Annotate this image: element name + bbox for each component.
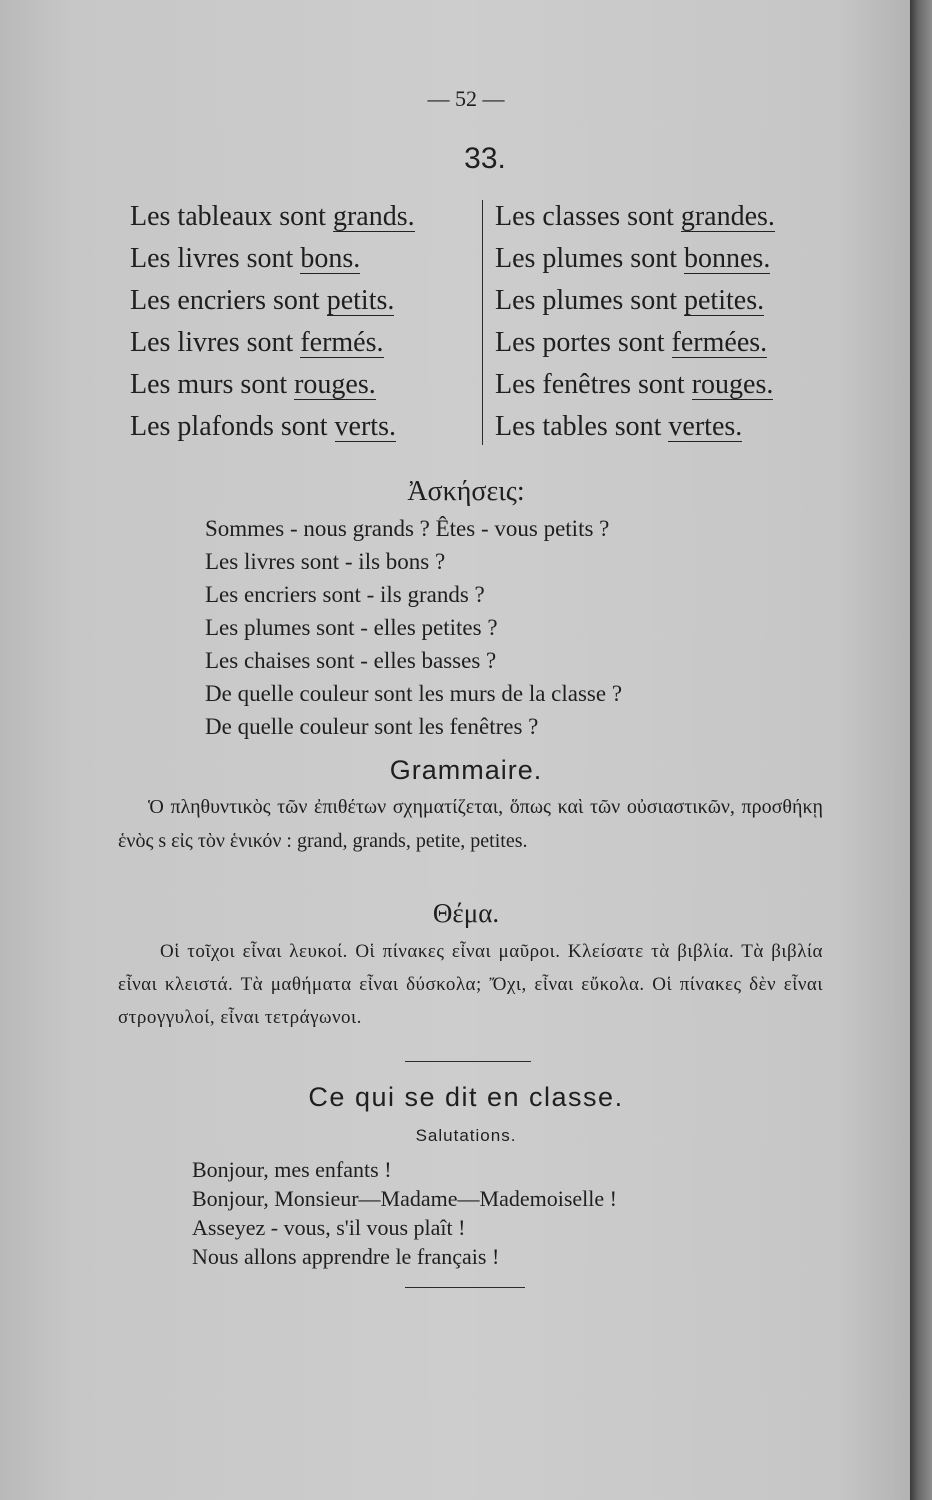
page-binding-edge bbox=[910, 0, 932, 1500]
underlined-adjective: vertes. bbox=[668, 411, 743, 442]
sentence-text: Les livres sont bbox=[130, 327, 301, 358]
exercise-question: Les livres sont - ils bons ? bbox=[205, 549, 446, 574]
salutation-line: Bonjour, Monsieur—Madame—Mademoiselle ! bbox=[192, 1186, 617, 1211]
sentence-text: Les fenêtres sont bbox=[495, 369, 692, 400]
sentence-text: Les plafonds sont bbox=[130, 411, 335, 442]
sentence-line bbox=[495, 238, 840, 280]
left-column bbox=[130, 196, 475, 448]
sentence-line bbox=[495, 406, 840, 448]
classroom-heading: Ce qui se dit en classe. bbox=[308, 1082, 624, 1112]
exercise-question: De quelle couleur sont les murs de la classe ? bbox=[205, 681, 623, 706]
sentence-text: Les encriers sont bbox=[130, 285, 327, 316]
salutation-line: Asseyez - vous, s'il vous plaît ! bbox=[192, 1215, 466, 1240]
exercises-heading: Ἀσκήσεις: bbox=[407, 476, 525, 507]
underlined-adjective: petites. bbox=[684, 285, 765, 316]
salutation-line: Nous allons apprendre le français ! bbox=[192, 1244, 500, 1269]
sentence-line bbox=[130, 406, 475, 448]
section-divider bbox=[405, 1061, 531, 1062]
sentence-line bbox=[130, 238, 475, 280]
underlined-adjective: fermés. bbox=[300, 327, 384, 358]
grammar-heading: Grammaire. bbox=[389, 755, 543, 785]
underlined-adjective: bonnes. bbox=[684, 243, 771, 274]
right-column bbox=[495, 196, 840, 448]
underlined-adjective: petits. bbox=[326, 285, 395, 316]
lesson-number: 33. bbox=[464, 142, 506, 175]
underlined-adjective: verts. bbox=[334, 411, 396, 442]
underlined-adjective: bons. bbox=[300, 243, 361, 274]
section-divider bbox=[405, 1287, 525, 1288]
underlined-adjective: grandes. bbox=[680, 201, 775, 232]
salutations-subheading: Salutations. bbox=[415, 1126, 517, 1145]
sentence-text: Les tableaux sont bbox=[130, 201, 333, 232]
thema-paragraph: Οἱ τοῖχοι εἶναι λευκοί. Οἱ πίνακες εἶναι μαῦροι. Κλείσατε τὰ βιβλία. Τὰ βιβλία εἶναι κλειστά. Τὰ μαθήματα εἶναι δύσκολα; Ὄχι, εἶναι εὔκολα. Οἱ πίνακες δὲν εἶναι στρογγυλοί, εἶναι τετράγωνοι. bbox=[118, 941, 823, 1028]
column-divider bbox=[482, 200, 483, 445]
salutation-line: Bonjour, mes enfants ! bbox=[192, 1157, 392, 1182]
thema-heading: Θέμα. bbox=[432, 898, 500, 928]
exercise-question: Les encriers sont - ils grands ? bbox=[205, 582, 485, 607]
sentence-line bbox=[495, 196, 840, 238]
exercise-question: Les plumes sont - elles petites ? bbox=[205, 615, 498, 640]
underlined-adjective: fermées. bbox=[671, 327, 768, 358]
exercise-question: Sommes - nous grands ? Êtes - vous petits ? bbox=[205, 516, 610, 541]
sentence-line bbox=[495, 322, 840, 364]
exercise-question: De quelle couleur sont les fenêtres ? bbox=[205, 714, 539, 739]
exercise-question: Les chaises sont - elles basses ? bbox=[205, 648, 497, 673]
sentence-line bbox=[130, 322, 475, 364]
sentence-text: Les livres sont bbox=[130, 243, 301, 274]
page-number: — 52 — bbox=[427, 86, 505, 111]
sentence-text: Les murs sont bbox=[130, 369, 295, 400]
sentence-text: Les plumes sont bbox=[495, 285, 684, 316]
sentence-line bbox=[130, 196, 475, 238]
sentence-line bbox=[130, 364, 475, 406]
sentence-line bbox=[130, 280, 475, 322]
salutation-list bbox=[192, 1155, 792, 1271]
sentence-line bbox=[495, 364, 840, 406]
exercise-list bbox=[205, 512, 805, 743]
underlined-adjective: grands. bbox=[332, 201, 415, 232]
sentence-text: Les portes sont bbox=[495, 327, 672, 358]
sentence-line bbox=[495, 280, 840, 322]
underlined-adjective: rouges. bbox=[294, 369, 376, 400]
sentence-text: Les tables sont bbox=[495, 411, 669, 442]
grammar-paragraph: Ὁ πληθυντικὸς τῶν ἐπιθέτων σχηματίζεται, ὅπως καὶ τῶν οὐσιαστικῶν, προσθήκῃ ἑνὸς s εἰς τὸν ἑνικόν : grand, grands, petite, petites. bbox=[118, 796, 823, 852]
underlined-adjective: rouges. bbox=[691, 369, 774, 400]
sentence-text: Les classes sont bbox=[495, 201, 681, 232]
sentence-text: Les plumes sont bbox=[495, 243, 684, 274]
